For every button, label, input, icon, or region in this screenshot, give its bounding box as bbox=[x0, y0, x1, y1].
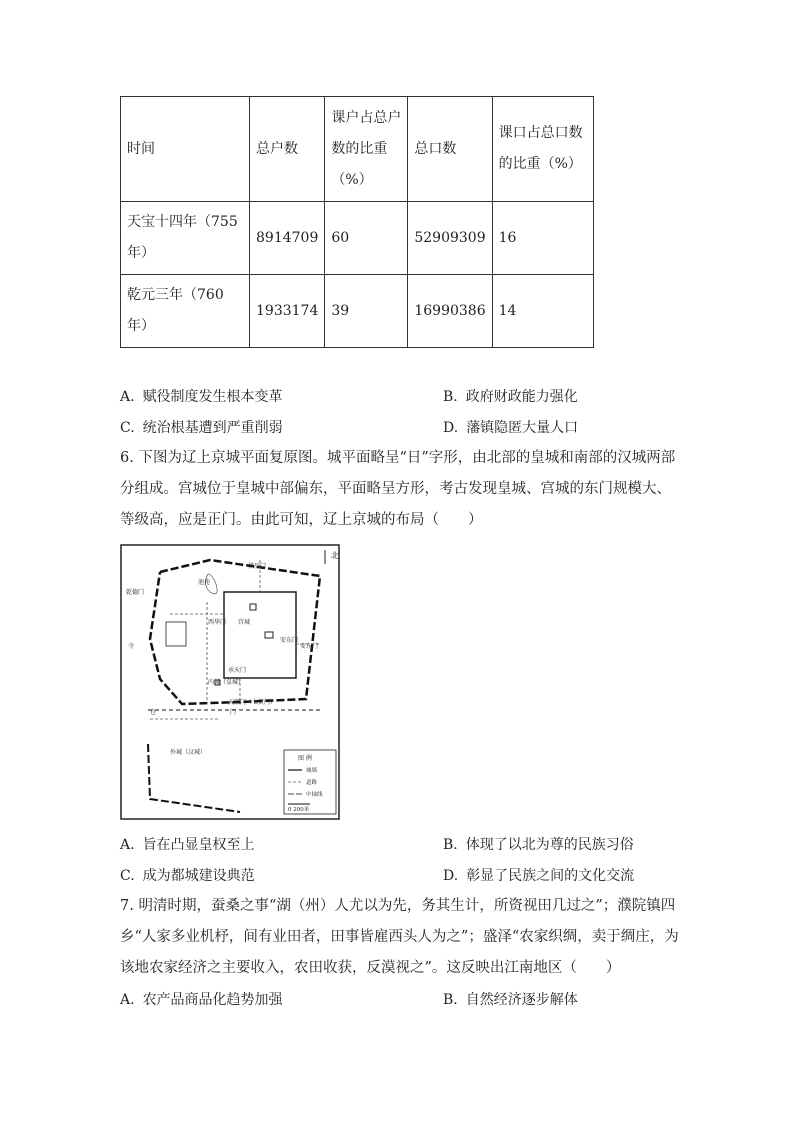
legend-item: 中轴线 bbox=[306, 792, 323, 798]
map-label: 乾德门 bbox=[126, 589, 145, 596]
table-cell: 天宝十四年（755年） bbox=[121, 202, 250, 275]
map-label: 安东门 bbox=[300, 643, 319, 650]
q5-option-c[interactable]: C. 统治根基遭到严重削弱 bbox=[120, 420, 283, 436]
table-row bbox=[121, 275, 594, 348]
table-cell: 39 bbox=[325, 275, 408, 348]
q5-option-d[interactable]: D. 藩镇隐匿大量人口 bbox=[443, 420, 579, 436]
population-table bbox=[120, 96, 594, 348]
q6-option-a[interactable]: A. 旨在凸显皇权至上 bbox=[120, 837, 255, 853]
table-cell: 16 bbox=[492, 202, 593, 275]
map-label: 门 bbox=[230, 709, 237, 716]
map-label: 拱辰门 bbox=[248, 563, 267, 570]
table-cell: 8914709 bbox=[250, 202, 325, 275]
map-label: 内城（皇城） bbox=[208, 679, 245, 686]
map-label: 外城（汉城） bbox=[170, 749, 207, 756]
table-cell: 14 bbox=[492, 275, 593, 348]
table-cell: 52909309 bbox=[408, 202, 492, 275]
q7-option-a[interactable]: A. 农产品商品化趋势加强 bbox=[120, 992, 283, 1008]
table-header-cell: 时间 bbox=[121, 97, 250, 202]
map-label: 天顺门（七贤门） bbox=[228, 699, 277, 706]
q6-option-c[interactable]: C. 成为都城建设典范 bbox=[120, 868, 255, 884]
table-header-cell: 总口数 bbox=[408, 97, 492, 202]
q5-option-b[interactable]: B. 政府财政能力强化 bbox=[443, 389, 578, 405]
q6-stem: 6. 下图为辽上京城平面复原图。城平面略呈“日”字形，由北部的皇城和南部的汉城两部分组成。宫城位于皇城中部偏东，平面略呈方形，考古发现皇城、宫城的东门规模大、等级高，应是正门。由此可知，辽上京城的布局（ ） bbox=[120, 450, 676, 528]
q5-option-a[interactable]: A. 赋役制度发生根本变革 bbox=[120, 389, 283, 405]
map-label: 承天门 bbox=[228, 667, 247, 674]
legend-item: 道路 bbox=[306, 780, 318, 786]
table-header-cell: 课口占总口数的比重（%） bbox=[492, 97, 593, 202]
q7-stem: 7. 明清时期，蚕桑之事“湖（州）人尤以为先，务其生计，所资视田几过之”；濮院镇四乡“人家多业机杼，间有业田者，田事皆雇西头人为之”；盛泽“农家织绸，卖于绸庄，为该地农家经济之主要收入，农田收获，反漠视之”。这反映出江南地区（ ） bbox=[120, 898, 679, 976]
legend-title: 图 例 bbox=[298, 755, 312, 762]
map-label: 宫城 bbox=[238, 619, 251, 626]
map-label: 寺 bbox=[128, 643, 135, 650]
table-header-cell: 总户数 bbox=[250, 97, 325, 202]
map-label: 安东门 bbox=[280, 637, 299, 644]
map-label: 仓 bbox=[150, 709, 157, 716]
scale-label: 0 200米 bbox=[288, 807, 310, 813]
north-label: 北 bbox=[331, 551, 339, 560]
q6-option-b[interactable]: B. 体现了以北为尊的民族习俗 bbox=[443, 837, 634, 853]
legend-item: 城墙 bbox=[306, 768, 318, 774]
map-label: 西华门 bbox=[208, 619, 227, 626]
q7-option-b[interactable]: B. 自然经济逐步解体 bbox=[443, 992, 578, 1008]
table-cell: 1933174 bbox=[250, 275, 325, 348]
map-label: 池苑 bbox=[198, 579, 211, 586]
table-cell: 60 bbox=[325, 202, 408, 275]
table-cell: 16990386 bbox=[408, 275, 492, 348]
table-header-row bbox=[121, 97, 594, 202]
table-cell: 乾元三年（760年） bbox=[121, 275, 250, 348]
liao-shangjing-map bbox=[120, 544, 340, 820]
table-row bbox=[121, 202, 594, 275]
table-header-cell: 课户占总户数的比重（%） bbox=[325, 97, 408, 202]
q6-option-d[interactable]: D. 彰显了民族之间的文化交流 bbox=[443, 868, 635, 884]
